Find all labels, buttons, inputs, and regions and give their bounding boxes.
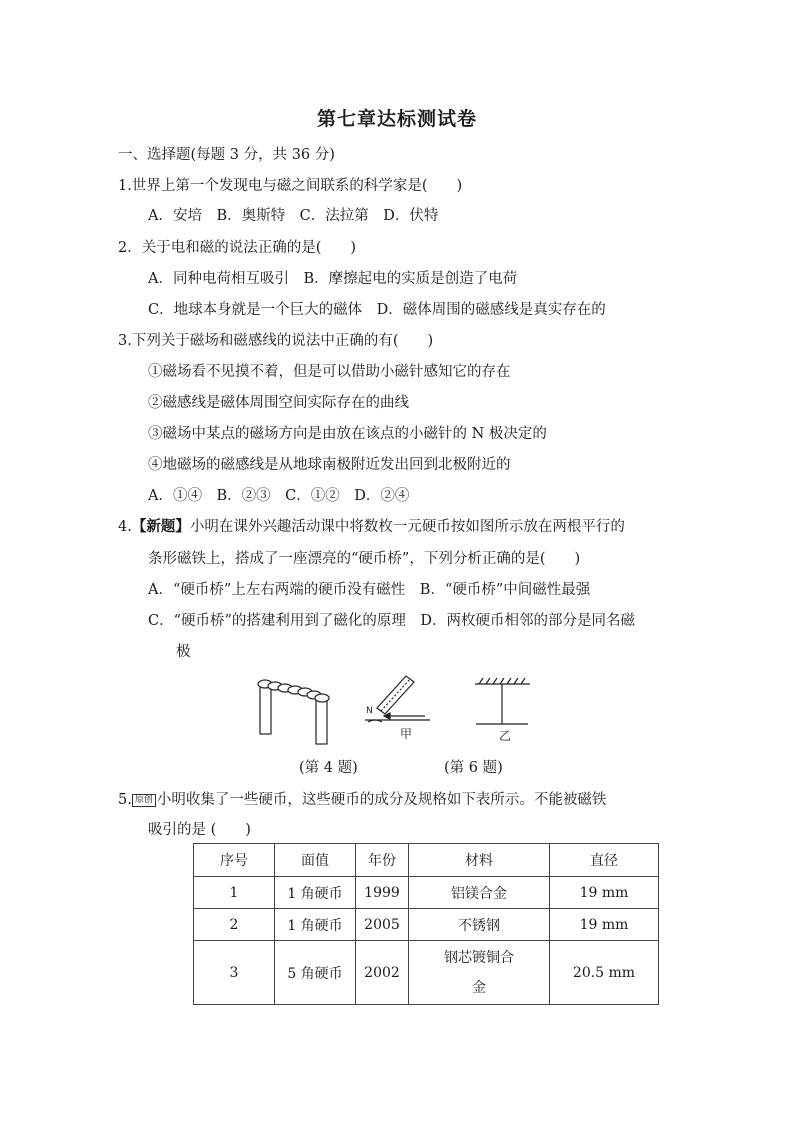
q3-statement-1: ①磁场看不见摸不着，但是可以借助小磁针感知它的存在 (148, 364, 511, 380)
q3-statement-4: ④地磁场的磁感线是从地球南极附近发出回到北极附近的 (148, 457, 511, 473)
q5-stem-text: 小明收集了一些硬币，这些硬币的成分及规格如下表所示。不能被磁铁 (156, 792, 607, 808)
table-cell: 3 (194, 941, 275, 1005)
section-heading: 一、选择题(每题 3 分，共 36 分) (118, 147, 335, 163)
q1-options: A．安培 B．奥斯特 C．法拉第 D．伏特 (148, 208, 439, 224)
q3-statement-2: ②磁感线是磁体周围空间实际存在的曲线 (148, 395, 409, 411)
label-jia: 甲 (400, 727, 413, 741)
q1-stem: 1.世界上第一个发现电与磁之间联系的科学家是( ) (118, 178, 463, 194)
q3-options: A．①④ B．②③ C．①② D．②④ (148, 488, 410, 504)
table-cell: 5 角硬币 (275, 941, 356, 1005)
q4-stem-text: 小明在课外兴趣活动课中将数枚一元硬币按如图所示放在两根平行的 (189, 519, 625, 535)
table-cell: 1999 (356, 877, 409, 909)
q5-number: 5. (118, 792, 132, 808)
q4-number: 4. (118, 519, 132, 535)
figure-area (250, 672, 550, 756)
new-question-tag: 【新题】 (131, 518, 190, 535)
table-cell: 1 角硬币 (275, 877, 356, 909)
table-row (194, 877, 659, 909)
q4-stem-line1 (118, 517, 625, 537)
figure-yi (475, 678, 530, 743)
q5-stem-line2: 吸引的是 ( ) (148, 822, 251, 838)
left-magnet-bar (260, 686, 271, 734)
table-cell: 20.5 mm (550, 941, 659, 1005)
material-line-2: 金 (472, 979, 486, 996)
q2-options-ab: A．同种电荷相互吸引 B．摩擦起电的实质是创造了电荷 (148, 271, 518, 287)
table-cell (409, 941, 550, 1005)
table-cell: 1 (194, 877, 275, 909)
figure-caption-6: (第 6 题) (444, 760, 503, 776)
page-title: 第七章达标测试卷 (316, 108, 477, 130)
figures-svg (250, 672, 550, 752)
q2-stem: 2．关于电和磁的说法正确的是( ) (118, 240, 357, 256)
hatch (507, 678, 511, 684)
table-cell: 19 mm (550, 877, 659, 909)
q3-statement-3: ③磁场中某点的磁场方向是由放在该点的小磁针的 N 极决定的 (148, 426, 547, 442)
q4-stem-line2: 条形磁铁上，搭成了一座漂亮的“硬币桥”，下列分析正确的是( ) (148, 551, 581, 567)
hatch (486, 678, 490, 684)
table-cell: 铝镁合金 (409, 877, 550, 909)
q4-options-cd: C．“硬币桥”的搭建利用到了磁化的原理 D．两枚硬币相邻的部分是同名磁 (148, 613, 636, 629)
hatch (521, 678, 525, 684)
label-yi: 乙 (499, 729, 512, 743)
figure-caption-4: (第 4 题) (299, 760, 358, 776)
q2-options-cd: C．地球本身就是一个巨大的磁体 D．磁体周围的磁感线是真实存在的 (148, 302, 606, 318)
table-cell: 2002 (356, 941, 409, 1005)
coin-table (193, 843, 659, 1005)
table-header-row (194, 844, 659, 877)
table-cell: 2 (194, 909, 275, 941)
q5-stem-line1 (118, 790, 606, 810)
right-magnet-bar (316, 698, 327, 744)
table-cell: 1 角硬币 (275, 909, 356, 941)
q3-stem: 3.下列关于磁场和磁感线的说法中正确的有( ) (118, 333, 434, 349)
table-row (194, 941, 659, 1005)
table-row (194, 909, 659, 941)
table-cell: 不锈钢 (409, 909, 550, 941)
coin (315, 694, 329, 702)
table-cell: 19 mm (550, 909, 659, 941)
table-header: 直径 (550, 844, 659, 877)
hatch (500, 678, 504, 684)
table-header: 面值 (275, 844, 356, 877)
hatch (479, 678, 483, 684)
table-header: 序号 (194, 844, 275, 877)
q4-options-ab: A．“硬币桥”上左右两端的硬币没有磁性 B．“硬币桥”中间磁性最强 (148, 582, 591, 598)
figure-jia (365, 676, 430, 741)
table-header: 材料 (409, 844, 550, 877)
table-header: 年份 (356, 844, 409, 877)
hatch (514, 678, 518, 684)
table-cell: 2005 (356, 909, 409, 941)
q4-options-cd-cont: 极 (176, 644, 191, 660)
material-line-1: 钢芯镀铜合 (444, 949, 514, 966)
label-n: N (366, 706, 373, 716)
original-tag: 原创 (132, 794, 156, 807)
coin-bridge-figure (258, 680, 329, 744)
hatch (493, 678, 497, 684)
